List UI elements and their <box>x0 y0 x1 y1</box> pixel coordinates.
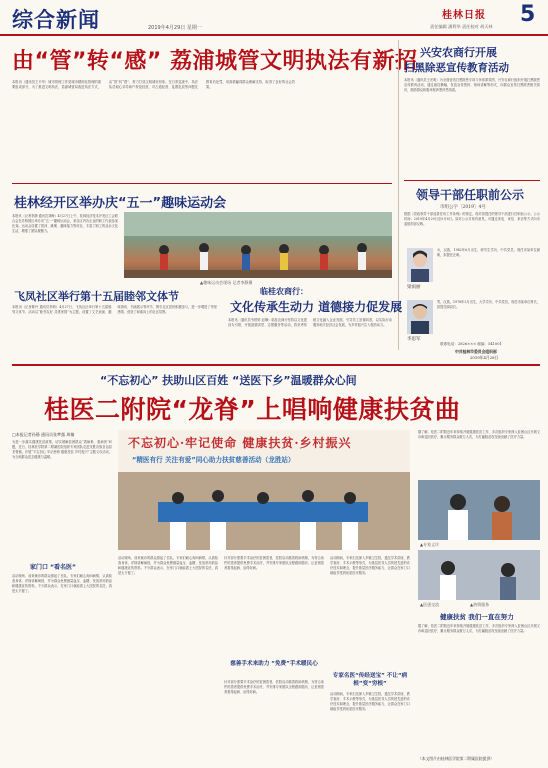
notice-rule <box>404 180 540 181</box>
person-name-1: 梁雨丽 <box>407 285 421 290</box>
feature-subhead-4: 健康扶贫 我们一直在努力 <box>440 613 514 621</box>
feihu-body: 本报讯（记者陈丹 通讯员李莉）4月27日，飞凤社区举行第十五届睦邻文体节，活动以“睦邻友好 共建家园”为主题，设置了文艺表演、趣味游戏、书画展示等环节，吸引社区居民积极参与，进一步增进了邻里感情，营造了和谐向上的社区氛围。 <box>12 305 217 315</box>
feature-headline: 桂医二附院“龙脊”上唱响健康扶贫曲 <box>44 395 461 424</box>
wuyi-body: 本报讯（记者李静 通讯员刘梅）4月27日上午，桂林经济技术开发区工会联合会在苏桥园区举办庆“五一”趣味运动会，来自区内各企业的职工代表参加比赛。运动会设置了拔河、跳绳、趣味接力等项目，丰富了职工的业余文化生活，增强了团队凝聚力。 <box>12 214 118 234</box>
feature-banner: “不忘初心” 扶助山区百姓 “送医下乡”温暖群众心间 <box>100 374 357 387</box>
sidebar-headline-1: 兴安农商行开展 <box>420 46 497 59</box>
lead-headline: 由“管”转“感” 荔浦城管文明执法有新招 <box>12 49 418 74</box>
notice-issuer: 中共桂林市委员会组织部 <box>455 349 497 354</box>
person-name-2: 李思军 <box>407 337 421 342</box>
feature-photo-2 <box>418 480 540 540</box>
caption-1: ▲专家义诊 <box>420 542 440 547</box>
editor-credits: 责任编辑 潘利华 责任校对 胡天林 <box>430 24 493 29</box>
feature-footer-note: （本文图片由桂林医学院第二附属医院提供） <box>418 756 494 761</box>
sidebar-body: 本报讯（通讯员王光明）为全面营造扫黑除恶专项斗争浓厚氛围，兴安农商行组织开展扫黑除恶宣传教育活动，通过悬挂横幅、发放宣传资料、现场讲解等形式，向群众宣传扫黑除恶相关知识，鼓励群众积极举报涉黑涉恶线索。 <box>404 78 540 93</box>
person-desc-1: 女，汉族，1982年6月出生，研究生学历，中共党员，现任市某单位副职，拟提任正职。 <box>437 248 540 258</box>
portrait-icon <box>407 248 433 282</box>
feature-sub3-body: 活动期间，专家们还深入乡镇卫生院，通过学术讲座、教学查房、手术示教等形式，为基层医务人员传授先进的诊疗技术和理念，提升基层医疗服务能力，让群众在家门口就能享受到优质医疗服务。 <box>330 692 410 712</box>
feature-sub1-body: 活动现场，前来就诊的群众排起了长队，专家们耐心询问病情，认真检查身体，详细讲解病因，并为群众免费测量血压、血糖，发放常用药品和健康宣传资料。不少群众表示，在家门口就能看上大医院的名医，真是太方便了。 <box>12 574 112 594</box>
portrait-icon <box>407 300 433 334</box>
section-title: 综合新闻 <box>12 8 100 32</box>
wuyi-photo-caption: ▲趣味运动会现场 记者李静摄 <box>200 280 253 285</box>
feature-subhead-1: 家门口 “看名医” <box>30 564 76 571</box>
caption-3: ▲热情服务 <box>470 602 490 607</box>
sports-crowd-image <box>124 212 392 278</box>
feature-byline: □本报记者孙静 通讯员张梦露 周楠 <box>12 432 75 437</box>
feature-sub4-body: 据了解，桂医二附院近年来持续开展健康扶贫工作，多次组织专家深入贫困山区开展义诊和巡回医疗，累计服务群众数万人次，为打赢脱贫攻坚战贡献了医疗力量。 <box>418 624 540 634</box>
masthead: 桂林日报 <box>442 10 486 21</box>
feature-main-photo <box>118 430 410 550</box>
feature-col4-body: 活动期间，专家们还深入乡镇卫生院，通过学术讲座、教学查房、手术示教等形式，为基层医务人员传授先进的诊疗技术和理念，提升基层医疗服务能力，让群众在家门口就能享受到优质医疗服务。 <box>330 556 410 576</box>
photo-banner-text: 不忘初心·牢记使命 健康扶贫·乡村振兴 <box>128 436 352 450</box>
person-desc-2: 男，汉族，1978年3月出生，大学学历，中共党员，现任市某单位科长，拟提任副局长。 <box>437 300 540 310</box>
lead-body: 本报讯（通讯员王平华）城市管理工作是城市精细化管理的重要组成部分，为了推进文明执法，荔浦城管局改进执法方式，由“管”转“感”，努力打造文明城市形象。在日常巡查中，执法队员耐心劝导商户规范经营，对占道经营、乱摆乱放等问题先教育后处罚，用真情赢得群众理解支持，取得了良好的社会效果。 <box>12 80 295 90</box>
feature-sub2-lead: 针对部分需要手术治疗的贫困患者，医院启动慈善救助机制，为符合条件的患者提供免费手术治疗，并安排专家团队全程跟踪随访，让贫困患者看得起病、治得好病。 <box>224 556 324 571</box>
feature-top-rule <box>12 364 540 366</box>
notice-issue-date: 2019年4月28日 <box>470 355 499 360</box>
notice-contact: 联系电话：2826××× 邮编：541001 <box>440 342 502 346</box>
sidebar-headline-2: 扫黑除恶宣传教育活动 <box>404 62 509 74</box>
feature-intro: 为进一步落实健康扶贫政策，切实缓解贫困群众“看病难、看病贵”问题，近日，桂林医学院第二附属医院组织专家团队走进龙胜各族自治县龙脊镇，开展“不忘初心 牢记使命 健康扶贫 乡村振兴”主题义诊活动，为当地群众送去健康与温暖。 <box>12 440 112 460</box>
photo-subtitle-text: “精医有行 关注有爱”同心助力扶贫慈善活动（龙胜站） <box>132 456 295 464</box>
wuyi-headline: 桂林经开区举办庆“五一”趣味运动会 <box>14 196 227 211</box>
linggui-body: 本报讯（通讯员韦婷婷 赵琳）临桂农商行坚持以文化建设为引领，开展道德讲堂、志愿服务等活动，将优秀传统文化融入企业发展，引导员工崇德向善，以实际行动服务地方经济社会发展，为乡村振兴注入强劲动力。 <box>228 318 392 328</box>
feature-subhead-3: 专家名医“传经送宝” 不让“病根”变“穷根” <box>332 673 408 687</box>
person-photo-2 <box>407 300 433 334</box>
notice-doc-number: 市组公字〔2019〕4号 <box>440 205 486 210</box>
feature-subhead-2: 慈善手术来助力 “免费”手术暖民心 <box>230 661 318 667</box>
linggui-headline: 文化传承生动力 道德接力促发展 <box>230 300 403 314</box>
caption-2: ▲医患交流 <box>420 602 440 607</box>
person-photo-1 <box>407 248 433 282</box>
feature-sub2-body: 针对部分需要手术治疗的贫困患者，医院启动慈善救助机制，为符合条件的患者提供免费手术治疗，并安排专家团队全程跟踪随访，让贫困患者看得起病、治得好病。 <box>224 680 324 695</box>
feature-middle-body: 活动现场，前来就诊的群众排起了长队，专家们耐心询问病情，认真检查身体，详细讲解病因，并为群众免费测量血压、血糖，发放常用药品和健康宣传资料。不少群众表示，在家门口就能看上大医院的名医，真是太方便了。 <box>118 556 218 576</box>
linggui-kicker: 临桂农商行： <box>260 287 308 296</box>
consultation-image <box>418 480 540 540</box>
notice-body: 根据《党政领导干部选拔任用工作条例》的规定，现对拟提任的领导干部进行任职前公示。公示时间：2019年4月29日至5月8日。如对公示对象有意见，可通过来电、来信、来访等方式向市委组织部反映。 <box>404 212 540 227</box>
feature-right-body: 据了解，桂医二附院近年来持续开展健康扶贫工作，多次组织专家深入贫困山区开展义诊和巡回医疗，累计服务群众数万人次，为打赢脱贫攻坚战贡献了医疗力量。 <box>418 430 540 440</box>
exam-image <box>418 550 540 600</box>
page-number: 5 <box>520 2 536 27</box>
feature-photo-3 <box>418 550 540 600</box>
issue-date: 2019年4月29日 星期一 <box>148 25 202 31</box>
notice-headline: 领导干部任职前公示 <box>416 188 525 202</box>
section-rule <box>12 183 392 184</box>
wuyi-photo <box>124 212 392 278</box>
feihu-headline: 飞凤社区举行第十五届睦邻文体节 <box>14 290 179 303</box>
